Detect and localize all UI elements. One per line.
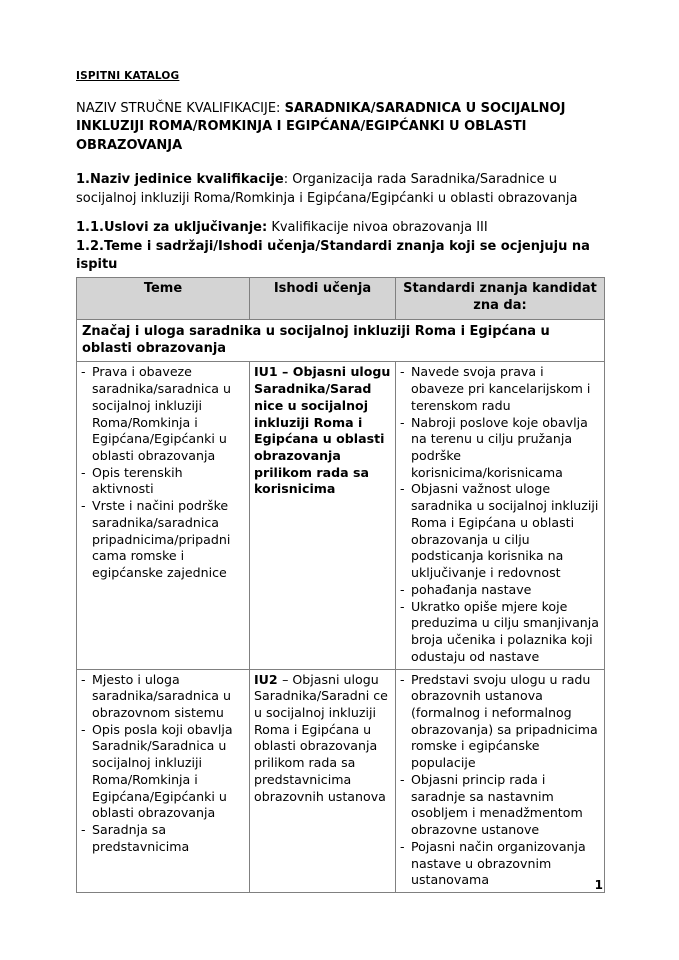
section-1-1-label: 1.1.Uslovi za uključivanje: (76, 219, 268, 235)
row-2-ishod-text: – Objasni ulogu Saradnika/Saradni ce u socijalnoj inkluziji Roma i Egipćana u oblasti obrazovanja prilikom rada sa predstavnicima obrazovnih ustanova (254, 671, 388, 804)
table-section-header: Značaj i uloga saradnika u socijalnoj inkluziji Roma i Egipćana u oblasti obrazovanja (77, 320, 605, 362)
list-item: - Opis terenskih aktivnosti (81, 465, 245, 498)
section-1-1-text: Kvalifikacije nivoa obrazovanja III (271, 219, 488, 235)
section-1-1-paragraph (76, 219, 604, 238)
table-section-header-row (77, 320, 605, 362)
list-item: - Navede svoja prava i obaveze pri kancelarijskom i terenskom radu (400, 364, 600, 414)
list-item: - Saradnja sa predstavnicima (81, 822, 245, 855)
list-item: - Nabroji poslove koje obavlja na terenu u cilju pružanja podrške korisnicima/korisnicama (400, 415, 600, 482)
section-1-paragraph (76, 171, 604, 209)
list-item: - Vrste i načini podrške saradnika/saradnica pripadnicima/pripadni cama romske i egipćanske zajednice (81, 498, 245, 582)
page-content (76, 70, 604, 893)
row-2-ishod-code: IU2 (254, 671, 283, 687)
row-2-standardi-cell (396, 669, 605, 893)
list-item: - Pojasni način organizovanja nastave u obrazovnim ustanovama (400, 839, 600, 889)
standards-table (76, 277, 605, 893)
list-item: - Objasni princip rada i saradnje sa nastavnim osobljem i menadžmentom obrazovne ustanove (400, 772, 600, 839)
row-1-teme-cell (77, 362, 250, 669)
row-2-standardi-list (400, 672, 600, 890)
table-header-ishodi: Ishodi učenja (250, 278, 396, 320)
section-1-label: 1.Naziv jedinice kvalifikacije (76, 172, 284, 187)
list-item: - Mjesto i uloga saradnika/saradnica u obrazovnom sistemu (81, 672, 245, 722)
section-1-2-label: 1.2.Teme i sadržaji/Ishodi učenja/Standardi znanja koji se ocjenjuju na ispitu (76, 238, 590, 273)
table-header-standardi: Standardi znanja kandidat zna da: (396, 278, 605, 320)
section-1-2-paragraph (76, 238, 604, 276)
qualification-title-lead: NAZIV STRUČNE KVALIFIKACIJE: (76, 100, 285, 116)
list-item: - Opis posla koji obavlja Saradnik/Saradnica u socijalnoj inkluziji Roma/Romkinja i Egipćana/Egipćanki u oblasti obrazovanja (81, 722, 245, 822)
qualification-title (76, 100, 604, 155)
table-header-teme: Teme (77, 278, 250, 320)
table-header-row (77, 278, 605, 320)
section-1-text: Organizacija rada Saradnika/Saradnice u socijalnoj inkluziji Roma/Romkinja i Egipćana/Egipćanki u oblasti obrazovanja (76, 172, 578, 206)
row-1-ishod-code: IU1 – (254, 364, 293, 380)
row-1-standardi-cell (396, 362, 605, 669)
list-item: - Predstavi svoju ulogu u radu obrazovnih ustanova (formalnog i neformalnog obrazovanja) sa pripadnicima romske i egipćanske populacije (400, 672, 600, 772)
section-1-separator: : (283, 172, 293, 187)
table-row (77, 669, 605, 893)
section-1 (76, 171, 604, 209)
qualification-title-name: SARADNIKA/SARADNICA U SOCIJALNOJ INKLUZIJI ROMA/ROMKINJA I EGIPĆANA/EGIPĆANKI U OBLASTI OBRAZOVANJA (76, 100, 566, 153)
table-row (77, 362, 605, 669)
row-1-ishod-text: Objasni ulogu Saradnika/Sarad nice u socijalnoj inkluziji Roma i Egipćana u oblasti obrazovanja prilikom rada sa korisnicima (254, 364, 391, 497)
list-item: - Prava i obaveze saradnika/saradnica u socijalnoj inkluziji Roma/Romkinja i Egipćana/Egipćanki u oblasti obrazovanja (81, 364, 245, 464)
row-2-teme-list (81, 672, 245, 856)
list-item: - Ukratko opiše mjere koje preduzima u cilju smanjivanja broja učenika i polaznika koji odustaju od nastave (400, 599, 600, 666)
page-number: 1 (594, 878, 603, 892)
row-2-teme-cell (77, 669, 250, 893)
list-item: - pohađanja nastave (400, 582, 600, 599)
row-1-ishod-cell (250, 362, 396, 669)
row-2-ishod-cell (250, 669, 396, 893)
list-item: - Objasni važnost uloge saradnika u socijalnoj inkluziji Roma i Egipćana u oblasti obrazovanja u cilju podsticanja korisnika na uključivanje i redovnost (400, 481, 600, 581)
row-1-standardi-list (400, 364, 600, 665)
row-1-teme-list (81, 364, 245, 582)
document-label: ISPITNI KATALOG (76, 70, 180, 82)
